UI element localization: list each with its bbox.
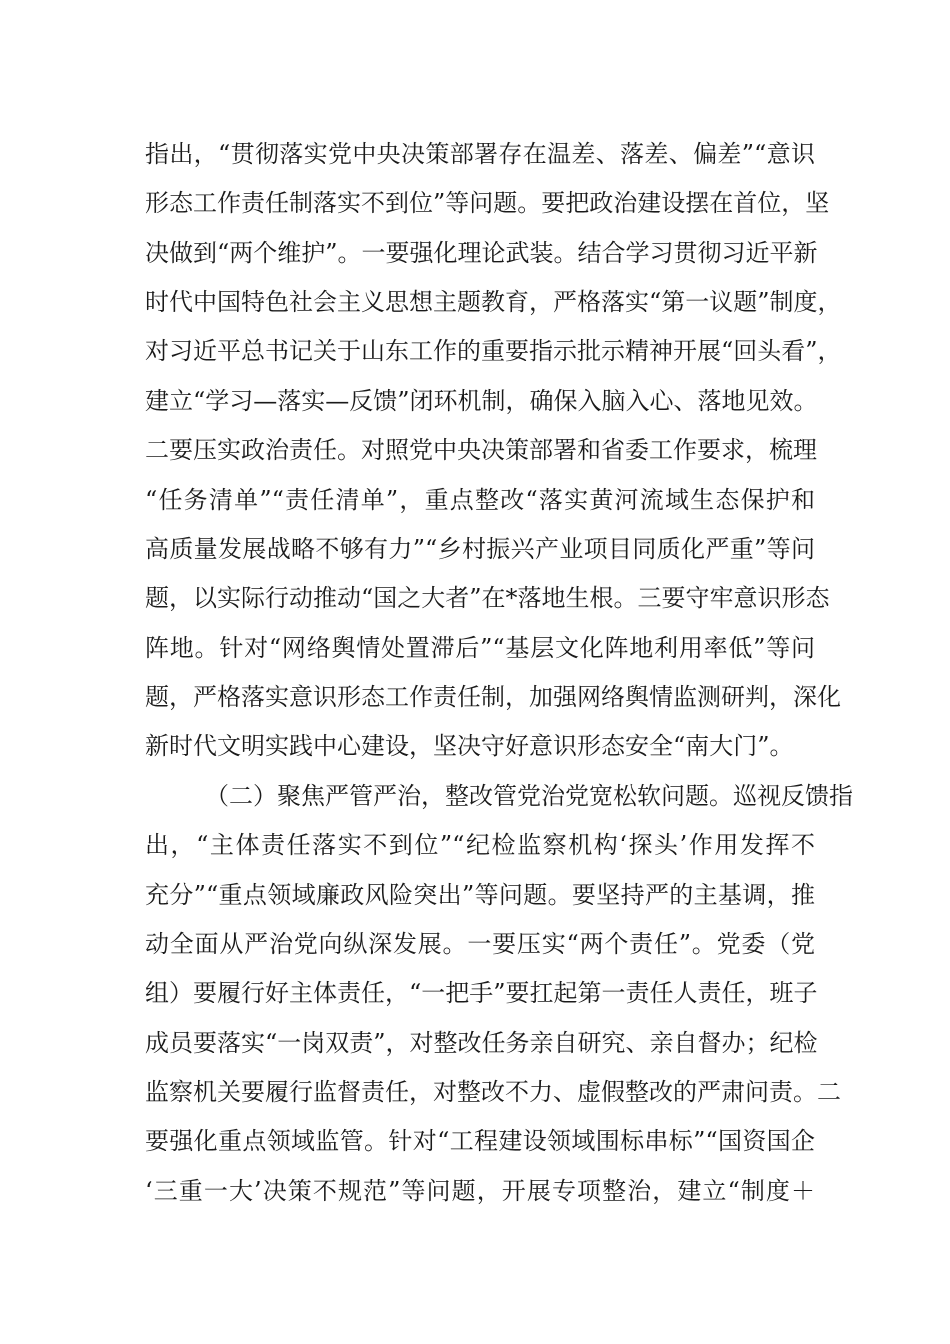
text-line: 充分”“重点领域廉政风险突出”等问题。要坚持严的主基调，推 bbox=[145, 881, 815, 909]
text-line: ‘三重一大’决策不规范”等问题，开展专项整治，建立“制度＋ bbox=[145, 1177, 815, 1205]
text-line: 阵地。针对“网络舆情处置滞后”“基层文化阵地利用率低”等问 bbox=[145, 634, 815, 662]
text-line: 高质量发展战略不够有力”“乡村振兴产业项目同质化严重”等问 bbox=[145, 535, 815, 563]
text-line: 题，严格落实意识形态工作责任制，加强网络舆情监测研判，深化 bbox=[145, 683, 841, 711]
text-line: 指出，“贯彻落实党中央决策部署存在温差、落差、偏差”“意识 bbox=[145, 140, 815, 168]
text-line: 时代中国特色社会主义思想主题教育，严格落实“第一议题”制度， bbox=[145, 288, 842, 316]
text-line: 成员要落实“一岗双责”，对整改任务亲自研究、亲自督办；纪检 bbox=[145, 1029, 818, 1057]
text-line: 形态工作责任制落实不到位”等问题。要把政治建设摆在首位，坚 bbox=[145, 189, 830, 217]
text-line: 组）要履行好主体责任，“一把手”要扛起第一责任人责任，班子 bbox=[145, 979, 818, 1007]
section-heading-line: （二）聚焦严管严治，整改管党治党宽松软问题。巡视反馈指 bbox=[205, 782, 853, 810]
text-line: “任务清单”“责任清单”，重点整改“落实黄河流域生态保护和 bbox=[145, 486, 815, 514]
text-line: 动全面从严治党向纵深发展。一要压实“两个责任”。党委（党 bbox=[145, 930, 815, 958]
text-line: 对习近平总书记关于山东工作的重要指示批示精神开展“回头看”， bbox=[145, 337, 842, 365]
text-line: 建立“学习—落实—反馈”闭环机制，确保入脑入心、落地见效。 bbox=[145, 387, 818, 415]
text-line: 出，“主体责任落实不到位”“纪检监察机构‘探头’作用发挥不 bbox=[145, 831, 815, 859]
text-line: 新时代文明实践中心建设，坚决守好意识形态安全“南大门”。 bbox=[145, 732, 794, 760]
text-line: 决做到“两个维护”。一要强化理论武装。结合学习贯彻习近平新 bbox=[145, 239, 818, 267]
text-line: 二要压实政治责任。对照党中央决策部署和省委工作要求，梳理 bbox=[145, 436, 817, 464]
text-line: 题，以实际行动推动“国之大者”在*落地生根。三要守牢意识形态 bbox=[145, 584, 830, 612]
text-line: 要强化重点领域监管。针对“工程建设领域围标串标”“国资国企 bbox=[145, 1127, 815, 1155]
text-line: 监察机关要履行监督责任，对整改不力、虚假整改的严肃问责。二 bbox=[145, 1078, 841, 1106]
